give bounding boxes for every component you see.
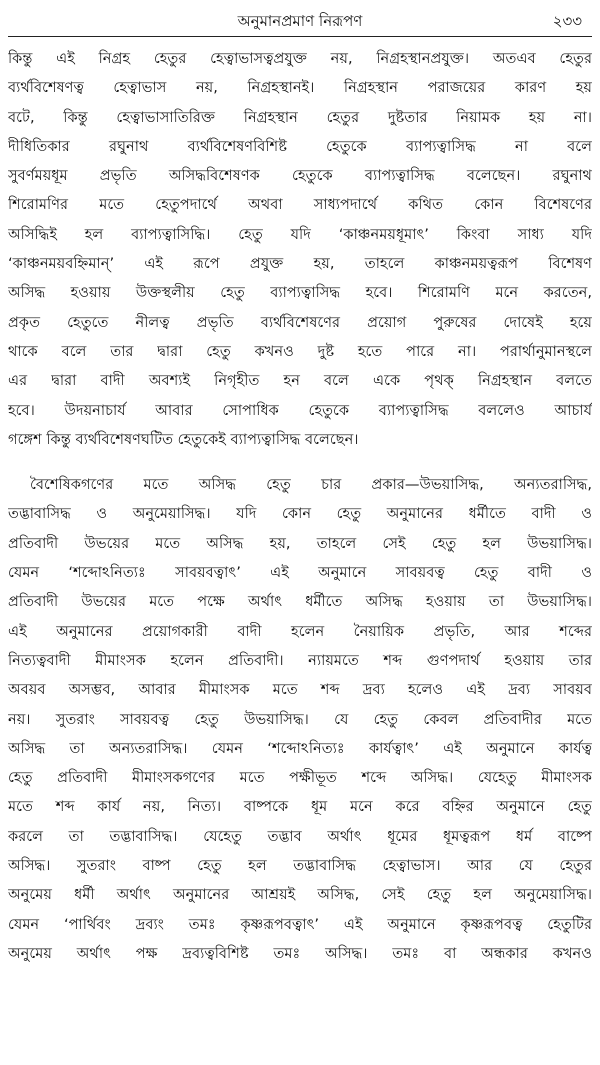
text-line: সুবর্ণময়ধূম প্রভৃতি অসিদ্ধবিশেষণক হেতুকে ব্যাপ্যত্বাসিদ্ধ বলেছেন। রঘুনাথ <box>8 167 592 185</box>
text-line: প্রকৃত হেতুতে নীলত্ব প্রভৃতি ব্যর্থবিশেষণের প্রয়োগ পুরুষের দোষেই হয়ে <box>8 313 592 331</box>
text-line: অসিদ্ধিই হল ব্যাপ্যত্বাসিদ্ধি। হেতু যদি ‘কাঞ্চনময়ধূমাৎ’ কিংবা সাধ্য যদি <box>8 225 592 243</box>
header-rule <box>8 36 592 37</box>
page-body <box>8 44 592 968</box>
text-line: প্রতিবাদী উভয়ের মতে অসিদ্ধ হয়, তাহলে সেই হেতু হল উভয়াসিদ্ধ। <box>8 534 592 552</box>
text-line: বটে, কিন্তু হেত্বাভাসাতিরিক্ত নিগ্রহস্থান হেতুর দুষ্টতার নিয়ামক হয় না। <box>8 108 592 126</box>
text-line: এই অনুমানের প্রয়োগকারী বাদী হলেন নৈয়ায়িক প্রভৃতি, আর শব্দের <box>8 622 592 640</box>
text-line: ব্যর্থবিশেষণত্ব হেত্বাভাস নয়, নিগ্রহস্থানই। নিগ্রহস্থান পরাজয়ের কারণ হয় <box>8 79 592 97</box>
page-header <box>0 6 600 36</box>
text-line: যেমন ‘পার্থিবং দ্রব্যং তমঃ কৃষ্ণরূপবত্বাৎ’ এই অনুমানে কৃষ্ণরূপবত্ব হেতুটির <box>8 915 592 933</box>
text-line: নিত্যত্ববাদী মীমাংসক হলেন প্রতিবাদী। ন্যায়মতে শব্দ গুণপদার্থ হওয়ায় তার <box>8 651 592 669</box>
text-line: গঙ্গেশ কিন্তু ব্যর্থবিশেষণঘটিত হেতুকেই ব্যাপ্যত্বাসিদ্ধ বলেছেন। <box>8 430 359 448</box>
text-line: হেতু প্রতিবাদী মীমাংসকগণের মতে পক্ষীভূত শব্দে অসিদ্ধ। যেহেতু মীমাংসক <box>8 769 592 787</box>
text-line: যেমন ‘শব্দোঽনিত্যঃ সাবয়বত্বাৎ’ এই অনুমানে সাবয়বত্ব হেতু বাদী ও <box>8 564 592 582</box>
text-line: অনুমেয় অর্থাৎ পক্ষ দ্রব্যত্ববিশিষ্ট তমঃ অসিদ্ধ। তমঃ বা অন্ধকার কখনও <box>8 944 592 962</box>
text-line: হবে। উদয়নাচার্য আবার সোপাধিক হেতুকে ব্যাপ্যত্বাসিদ্ধ বললেও আচার্য <box>8 401 592 419</box>
running-title: অনুমানপ্রমাণ নিরূপণ <box>237 12 363 30</box>
text-line: অবয়ব অসম্ভব, আবার মীমাংসক মতে শব্দ দ্রব্য হলেও এই দ্রব্য সাবয়ব <box>8 681 592 699</box>
paragraph-gap <box>8 454 592 470</box>
text-line: অসিদ্ধ হওয়ায় উক্তস্থলীয় হেতু ব্যাপ্যত্বাসিদ্ধ হবে। শিরোমণি মনে করতেন, <box>8 284 592 302</box>
text-line: কিন্তু এই নিগ্রহ হেতুর হেত্বাভাসত্বপ্রযুক্ত নয়, নিগ্রহস্থানপ্রযুক্ত। অতএব হেতুর <box>8 50 592 67</box>
paragraph-1 <box>8 44 592 454</box>
text-line: বৈশেষিকগণের মতে অসিদ্ধ হেতু চার প্রকার—উভয়াসিদ্ধ, অন্যতরাসিদ্ধ, <box>30 476 592 494</box>
text-line: শিরোমণির মতে হেতুপদার্থে অথবা সাধ্যপদার্থে কথিত কোন বিশেষণের <box>8 196 592 214</box>
text-line: প্রতিবাদী উভয়ের মতে পক্ষে অর্থাৎ ধর্মীতে অসিদ্ধ হওয়ায় তা উভয়াসিদ্ধ। <box>8 593 592 611</box>
text-line: অসিদ্ধ। সুতরাং বাষ্প হেতু হল তদ্ভাবাসিদ্ধ হেত্বাভাস। আর যে হেতুর <box>8 857 592 875</box>
text-line: অসিদ্ধ তা অন্যতরাসিদ্ধ। যেমন ‘শব্দোঽনিত্যঃ কার্যত্বাৎ’ এই অনুমানে কার্যত্ব <box>8 739 592 757</box>
text-line: দীধিতিকার রঘুনাথ ব্যর্থবিশেষণবিশিষ্ট হেতুকে ব্যাপ্যত্বাসিদ্ধ না বলে <box>8 137 592 155</box>
text-line: নয়। সুতরাং সাবয়বত্ব হেতু উভয়াসিদ্ধ। যে হেতু কেবল প্রতিবাদীর মতে <box>8 710 592 728</box>
page-number: ২৩৩ <box>552 12 582 30</box>
text-line: থাকে বলে তার দ্বারা হেতু কখনও দুষ্ট হতে পারে না। পরার্থানুমানস্থলে <box>8 342 592 360</box>
text-line: অনুমেয় ধর্মী অর্থাৎ অনুমানের আশ্রয়ই অসিদ্ধ, সেই হেতু হল অনুমেয়াসিদ্ধ। <box>8 886 592 904</box>
text-line: করলে তা তদ্ভাবাসিদ্ধ। যেহেতু তদ্ভাব অর্থাৎ ধূমের ধূমত্বরূপ ধর্ম বাষ্পে <box>8 827 592 845</box>
paragraph-2 <box>8 470 592 968</box>
text-line: তদ্ভাবাসিদ্ধ ও অনুমেয়াসিদ্ধ। যদি কোন হেতু অনুমানের ধর্মীতে বাদী ও <box>8 505 592 523</box>
text-line: এর দ্বারা বাদী অবশ্যই নিগৃহীত হন বলে একে পৃথক্ নিগ্রহস্থান বলতে <box>8 372 592 390</box>
text-line: ‘কাঞ্চনময়বহ্নিমান্’ এই রূপে প্রযুক্ত হয়, তাহলে কাঞ্চনময়ত্বরূপ বিশেষণ <box>8 255 592 273</box>
text-line: মতে শব্দ কার্য নয়, নিত্য। বাষ্পকে ধূম মনে করে বহ্নির অনুমানে হেতু <box>8 798 592 816</box>
